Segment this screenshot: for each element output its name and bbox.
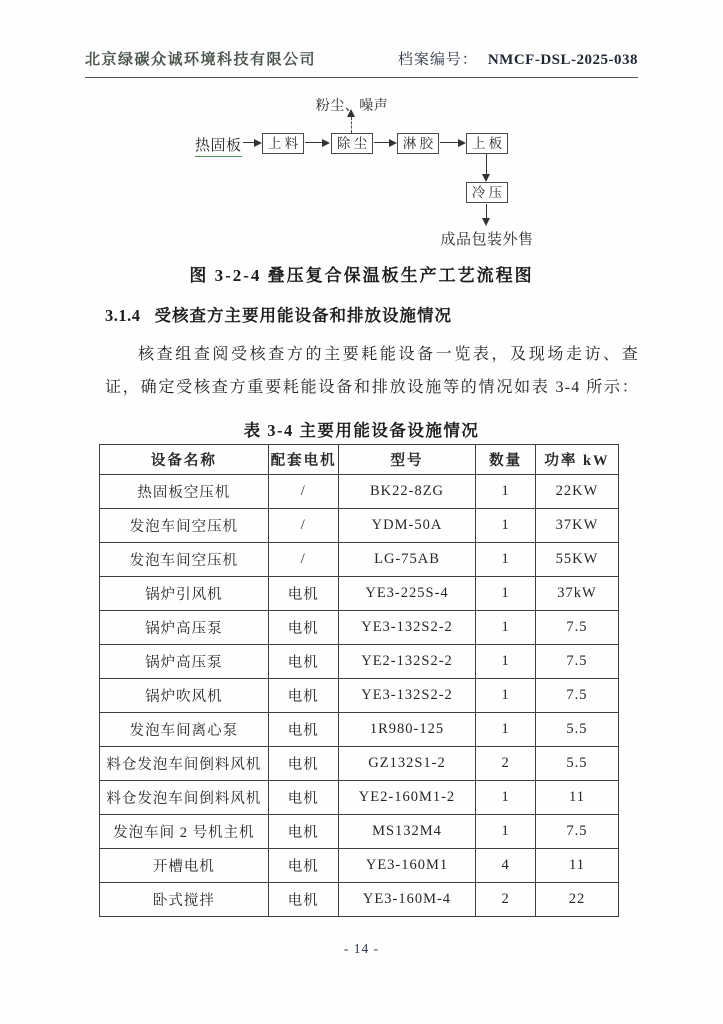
dashed-arrow-head-icon [347,109,355,117]
table-cell-model: YE3-160M1 [338,849,476,883]
arrow-line [305,142,322,143]
table-cell-qty: 1 [476,781,536,815]
table-cell-model: MS132M4 [338,815,476,849]
table-cell-qty: 1 [476,679,536,713]
table-cell-qty: 1 [476,577,536,611]
arrow-head-icon [482,218,490,226]
table-cell-motor: 电机 [268,781,338,815]
table-row [100,679,619,713]
process-flowchart [0,90,723,255]
table-cell-device: 锅炉吹风机 [100,679,269,713]
arrow-head-icon [254,139,262,147]
arrow-head-icon [322,139,330,147]
table-cell-device: 开槽电机 [100,849,269,883]
table-row [100,883,619,917]
table-row [100,645,619,679]
table-cell-motor: 电机 [268,577,338,611]
dashed-arrow-line [351,117,352,133]
table-cell-model: YE3-132S2-2 [338,611,476,645]
table-cell-device: 发泡车间空压机 [100,509,269,543]
column-header-qty: 数量 [476,445,536,475]
column-header-power: 功率 kW [535,445,618,475]
section-number: 3.1.4 [105,306,141,325]
table-cell-device: 料仓发泡车间倒料风机 [100,781,269,815]
table-cell-motor: / [268,509,338,543]
file-number-label: 档案编号： [397,52,478,68]
flow-box-feeding: 上 料 [262,133,304,154]
table-cell-power: 7.5 [535,815,618,849]
arrow-head-icon [458,139,466,147]
table-cell-power: 7.5 [535,611,618,645]
table-header-row [100,445,619,475]
arrow-head-icon [482,174,490,182]
table-cell-qty: 4 [476,849,536,883]
table-cell-motor: / [268,475,338,509]
table-cell-power: 5.5 [535,747,618,781]
table-cell-model: YE2-132S2-2 [338,645,476,679]
table-caption: 表 3-4 主要用能设备设施情况 [243,421,480,440]
table-cell-motor: / [268,543,338,577]
table-cell-qty: 1 [476,475,536,509]
table-cell-device: 发泡车间 2 号机主机 [100,815,269,849]
table-cell-device: 锅炉引风机 [100,577,269,611]
table-row [100,611,619,645]
flow-input-label: 热固板 [195,134,242,157]
table-cell-qty: 1 [476,645,536,679]
table-cell-motor: 电机 [268,815,338,849]
table-cell-power: 55KW [535,543,618,577]
arrow-line [440,142,458,143]
table-cell-power: 7.5 [535,679,618,713]
table-row [100,713,619,747]
table-cell-device: 锅炉高压泵 [100,611,269,645]
table-cell-motor: 电机 [268,611,338,645]
flow-emission-label: 粉尘、噪声 [315,99,389,114]
table-cell-power: 22KW [535,475,618,509]
body-paragraph [105,339,639,404]
table-cell-device: 锅炉高压泵 [100,645,269,679]
table-cell-model: GZ132S1-2 [338,747,476,781]
table-cell-qty: 2 [476,883,536,917]
table-cell-model: BK22-8ZG [338,475,476,509]
table-cell-power: 5.5 [535,713,618,747]
paragraph-line: 证，确定受核查方重要耗能设备和排放设施等的情况如表 3-4 所示： [105,378,639,396]
table-cell-qty: 1 [476,611,536,645]
table-cell-power: 11 [535,781,618,815]
table-cell-qty: 1 [476,713,536,747]
table-cell-device: 卧式搅拌 [100,883,269,917]
file-number [398,48,638,69]
table-cell-motor: 电机 [268,645,338,679]
flow-box-dedusting: 除 尘 [331,133,373,154]
table-cell-motor: 电机 [268,747,338,781]
column-header-motor: 配套电机 [268,445,338,475]
table-cell-model: YE3-132S2-2 [338,679,476,713]
table-row [100,475,619,509]
section-heading [105,302,452,326]
table-cell-model: 1R980-125 [338,713,476,747]
table-cell-motor: 电机 [268,883,338,917]
table-cell-qty: 1 [476,815,536,849]
equipment-table [99,444,619,917]
table-row [100,577,619,611]
table-row [100,781,619,815]
flow-box-cold-press: 冷 压 [466,182,508,203]
table-cell-qty: 1 [476,543,536,577]
column-header-device: 设备名称 [100,445,269,475]
arrow-line [486,154,487,174]
table-cell-power: 37kW [535,577,618,611]
table-cell-device: 料仓发泡车间倒料风机 [100,747,269,781]
equipment-table-body [100,475,619,917]
table-cell-model: YDM-50A [338,509,476,543]
document-header [85,48,638,78]
table-cell-model: YE3-160M-4 [338,883,476,917]
table-row [100,543,619,577]
table-cell-power: 22 [535,883,618,917]
table-cell-device: 发泡车间空压机 [100,543,269,577]
column-header-model: 型号 [338,445,476,475]
table-row [100,747,619,781]
table-cell-power: 7.5 [535,645,618,679]
table-cell-device: 发泡车间离心泵 [100,713,269,747]
table-cell-model: YE3-225S-4 [338,577,476,611]
section-title: 受核查方主要用能设备和排放设施情况 [154,306,452,325]
table-row [100,509,619,543]
file-number-value: NMCF-DSL-2025-038 [487,52,638,68]
table-row [100,815,619,849]
flow-box-gluing: 淋 胶 [397,133,439,154]
company-name: 北京绿碳众诚环境科技有限公司 [85,52,317,68]
table-cell-motor: 电机 [268,849,338,883]
table-cell-model: YE2-160M1-2 [338,781,476,815]
table-cell-power: 11 [535,849,618,883]
table-cell-motor: 电机 [268,679,338,713]
arrow-line [486,204,487,218]
table-cell-device: 热固板空压机 [100,475,269,509]
table-cell-model: LG-75AB [338,543,476,577]
figure-caption: 图 3-2-4 叠压复合保温板生产工艺流程图 [189,266,534,285]
flow-output-label: 成品包装外售 [440,232,534,248]
table-cell-qty: 1 [476,509,536,543]
table-cell-qty: 2 [476,747,536,781]
arrow-head-icon [389,139,397,147]
flow-box-boarding: 上 板 [466,133,508,154]
table-row [100,849,619,883]
table-cell-motor: 电机 [268,713,338,747]
arrow-line [374,142,389,143]
table-cell-power: 37KW [535,509,618,543]
paragraph-line: 核查组查阅受核查方的主要耗能设备一览表，及现场走访、查 [138,346,639,363]
page-number: - 14 - [343,941,380,956]
